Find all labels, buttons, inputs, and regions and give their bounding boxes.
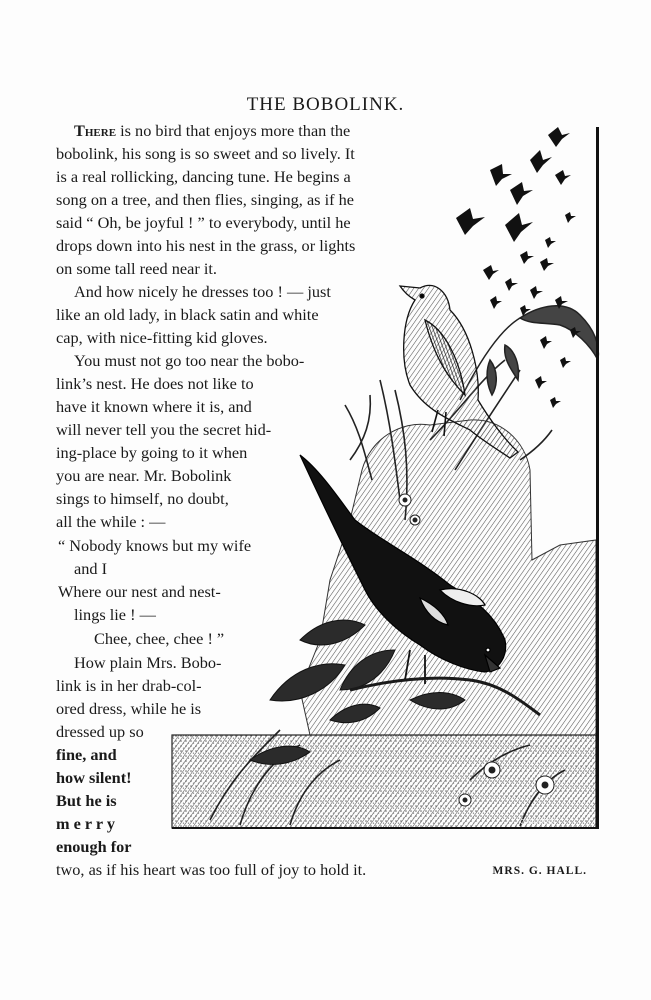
line-text: all the while : — (56, 512, 166, 531)
text-line (56, 836, 132, 858)
text-line (58, 581, 221, 603)
text-line (56, 767, 132, 789)
text-line (56, 373, 254, 395)
text-line (56, 327, 268, 349)
text-line (74, 120, 350, 142)
ground-band (172, 735, 596, 828)
line-text: And how nicely he dresses too ! — just (74, 282, 331, 301)
text-line (56, 258, 217, 280)
line-text: cap, with nice-fitting kid gloves. (56, 328, 268, 347)
line-text: sings to himself, no doubt, (56, 489, 229, 508)
text-line (74, 350, 304, 372)
line-text: like an old lady, in black satin and white (56, 305, 319, 324)
text-line (56, 189, 354, 211)
reed-plume (460, 306, 598, 400)
text-line (56, 235, 355, 257)
text-line (56, 419, 271, 441)
text-line (56, 396, 252, 418)
page-title: THE BOBOLINK. (246, 94, 405, 115)
line-text: lings lie ! — (74, 605, 156, 624)
line-text: link is in her drab-col- (56, 676, 202, 695)
text-line (74, 281, 331, 303)
line-text: have it known where it is, and (56, 397, 252, 416)
text-line (56, 859, 366, 881)
line-text: and I (74, 559, 107, 578)
line-text: dressed up so (56, 722, 144, 741)
line-text: But he is (56, 791, 117, 810)
line-text: ing-place by going to it when (56, 443, 248, 462)
line-text: Chee, chee, chee ! ” (94, 629, 225, 648)
text-line (56, 488, 229, 510)
line-text: on some tall reed near it. (56, 259, 217, 278)
line-text: is no bird that enjoys more than the (116, 121, 351, 140)
text-line (56, 465, 231, 487)
text-line (56, 721, 144, 743)
text-line (56, 166, 351, 188)
right-border-rule (596, 127, 599, 829)
line-text: You must not go too near the bobo- (74, 351, 305, 370)
line-text: you are near. Mr. Bobolink (56, 466, 232, 485)
line-text: bobolink, his song is so sweet and so lively. It (56, 144, 355, 163)
line-text: fine, and (56, 745, 117, 764)
line-text: “ Nobody knows but my wife (58, 536, 252, 555)
line-text: song on a tree, and then flies, singing, as if he (56, 190, 354, 209)
line-text: drops down into his nest in the grass, or lights (56, 236, 356, 255)
text-line (56, 212, 351, 234)
line-text: how silent! (56, 768, 132, 787)
line-text: two, as if his heart was too full of joy to hold it. (56, 860, 367, 879)
text-line (56, 143, 355, 165)
line-text: will never tell you the secret hid- (56, 420, 272, 439)
line-text: is a real rollicking, dancing tune. He begins a (56, 167, 351, 186)
text-line (74, 558, 107, 580)
text-line (56, 744, 117, 766)
text-line (56, 790, 117, 812)
line-text: said “ Oh, be joyful ! ” to everybody, until he (56, 213, 351, 232)
text-line (94, 628, 224, 650)
text-line (56, 675, 202, 697)
text-line (56, 511, 165, 533)
engraver-signature: C.BARKER (520, 819, 556, 826)
text-line (56, 813, 115, 835)
author-credit: MRS. G. HALL. (492, 865, 587, 877)
text-line (56, 698, 201, 720)
line-text: m e r r y (56, 814, 116, 833)
text-line (56, 442, 247, 464)
line-text: enough for (56, 837, 132, 856)
line-text: link’s nest. He does not like to (56, 374, 254, 393)
text-line (56, 304, 319, 326)
line-text: ored dress, while he is (56, 699, 202, 718)
line-text: How plain Mrs. Bobo- (74, 653, 222, 672)
text-line (74, 604, 156, 626)
text-line (58, 535, 251, 557)
text-line (74, 652, 221, 674)
drop-lead-word: There (74, 121, 117, 140)
line-text: Where our nest and nest- (58, 582, 221, 601)
